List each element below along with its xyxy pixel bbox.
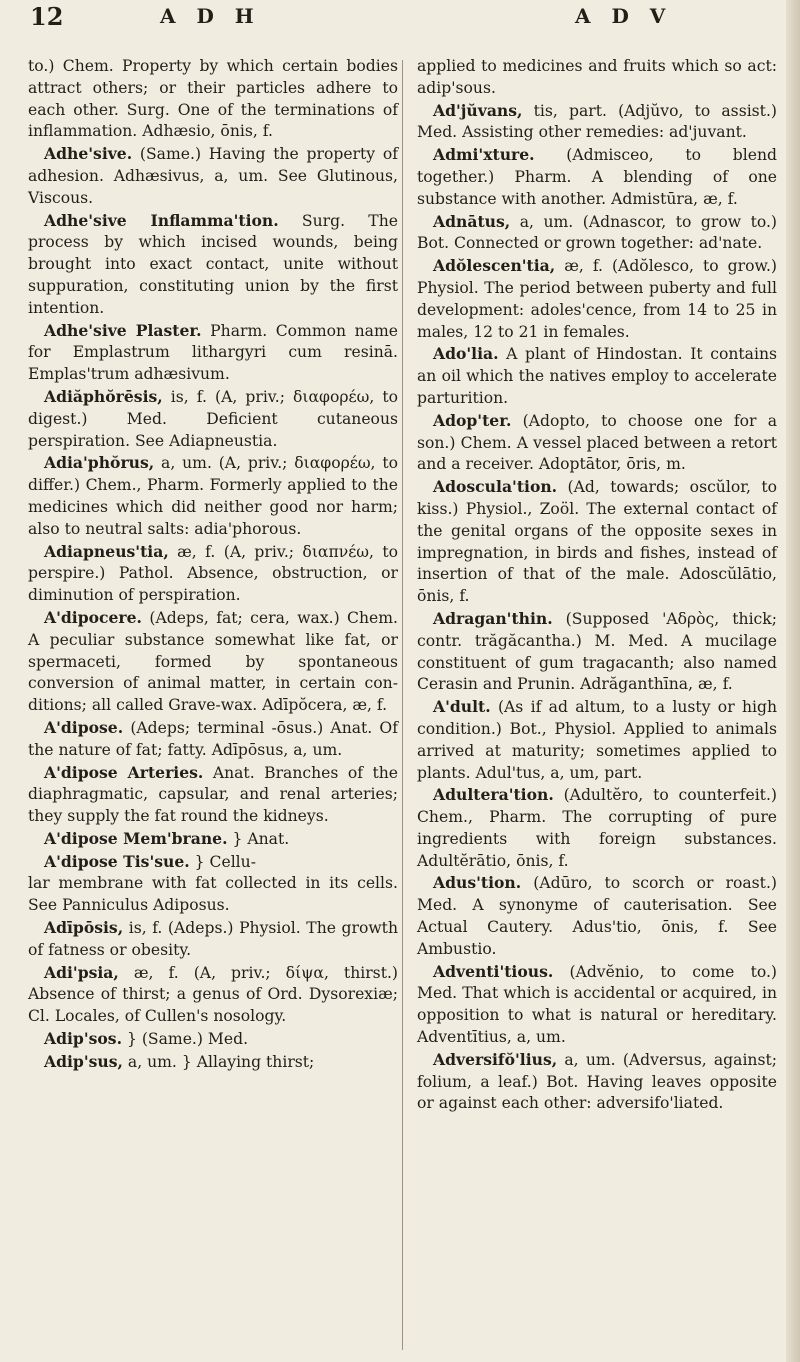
entry-adhesive-plaster xyxy=(28,320,398,386)
headword: Ado'lia. xyxy=(433,344,499,364)
entry-text: is, f. (Adeps.) Physiol. The growth of fatness or obesity. xyxy=(28,919,398,959)
entry-text: (Adeps, fat; cera, wax.) Chem. A peculiar substance somewhat like fat, or spermaceti, formed by spontaneous conversion of animal matter, in certain conditions; all called Grave-wax. Adīpŏcera, æ, f. xyxy=(28,608,398,715)
headword: A'dipose Mem'brane. xyxy=(44,828,228,848)
entry-text: æ, f. (A, priv.; διαπνέω, to perspire.) Pathol. Absence, obstruction, or diminution of perspiration. xyxy=(28,542,398,605)
entry-adipsos-adipsus xyxy=(28,1028,398,1074)
entry-text: (Admisceo, to blend together.) Pharm. A blending of one substance with another. Admistūra, æ, f. xyxy=(417,146,777,208)
headword: Adiapneus'tia, xyxy=(44,541,169,561)
entry-adipsia xyxy=(28,962,398,1028)
headword: Adhe'sive Inflamma'tion. xyxy=(44,210,279,230)
page-number: 12 xyxy=(30,2,64,31)
entry-adnatus xyxy=(417,211,777,256)
entry-adolia xyxy=(417,343,777,409)
headword: Admi'xture. xyxy=(433,145,535,165)
entry-adipocere xyxy=(28,607,398,717)
entry-adipose-arteries xyxy=(28,762,398,828)
entry-text: æ, f. (A, priv.; δίψα, thirst.) Absence of thirst; a genus of Ord. Dysorexiæ; Cl. Locales, of Cullen's nosology. xyxy=(28,963,398,1026)
entry-adhesive xyxy=(28,143,398,209)
entry-text: applied to medicines and fruits which so act: adip'sous. xyxy=(417,57,777,97)
headword: Adversifŏ'lius, xyxy=(433,1049,558,1069)
brace-line xyxy=(28,851,398,874)
entry-text: Surg. The process by which incised wounds, being brought into exact contact, unite without suppuration, constituting union by the first intention. xyxy=(28,211,398,317)
entry-text: (Adeps; terminal -ōsus.) Anat. Of the nature of fat; fatty. Adīpōsus, a, um. xyxy=(28,718,398,759)
brace-line xyxy=(28,1051,398,1074)
page-edge xyxy=(786,0,800,1362)
entry-adhesive-inflammation xyxy=(28,210,398,320)
brace-line xyxy=(28,828,398,851)
entry-text: Anat. Branches of the diaphragmatic, capsular, and renal arteries; they supply the fat round the kidneys. xyxy=(28,763,398,826)
headword: Adoscula'tion. xyxy=(433,477,558,497)
entry-adustion xyxy=(417,872,777,960)
entry-text: (Supposed 'Αδρὸς, thick; contr. trăgăcantha.) M. Med. A mucilage constituent of gum tragacanth; also named Cerasin and Prunin. Adrăganthīna, æ, f. xyxy=(417,609,777,694)
headword: A'dult. xyxy=(433,697,491,717)
entry-adosculation xyxy=(417,476,777,608)
headword: Adip'sus, xyxy=(44,1051,123,1071)
headword: Adia'phŏrus, xyxy=(44,453,155,473)
entry-text: (Adūro, to scorch or roast.) Med. A synonyme of cauterisation. See Actual Cautery. Adus'tio, ōnis, f. See Ambustio. xyxy=(417,874,777,958)
entry-text: lar membrane with fat collected in its cells. See Panniculus Adiposus. xyxy=(28,874,398,915)
entry-text: is, f. (A, priv.; διαφορέω, to digest.) Med. Deficient cutaneous perspiration. See Adiapneustia. xyxy=(28,387,398,450)
entry-text: (Adopto, to choose one for a son.) Chem. A vessel placed between a retort and a receiver. Adoptātor, ōris, m. xyxy=(417,411,777,474)
entry-text: A plant of Hindostan. It contains an oil which the natives employ to accelerate parturition. xyxy=(417,345,777,407)
right-column xyxy=(417,56,777,1115)
entry-continuation xyxy=(417,56,777,100)
headword: Adultera'tion. xyxy=(433,785,554,805)
entry-adiposis xyxy=(28,917,398,962)
entry-text: (Adultĕro, to counterfeit.) Chem., Pharm. The corrupting of pure ingredients with foreign substances. Adultĕrātio, ōnis, f. xyxy=(417,786,777,870)
entry-adversifolius xyxy=(417,1049,777,1115)
entry-adipose xyxy=(28,717,398,762)
entry-adventitious xyxy=(417,961,777,1049)
entry-text: (Same.) Having the property of adhesion. Adhæsivus, a, um. See Glutinous, Viscous. xyxy=(28,145,398,207)
headword: Adhe'sive Plaster. xyxy=(44,320,202,340)
entry-text: (Ad, towards; oscŭlor, to kiss.) Physiol., Zoöl. The external contact of the genital organs of the opposite sexes in impregnation, in birds and fishes, instead of insertion of that of the male. Adoscŭlātio, ōnis, f. xyxy=(417,478,777,606)
headword: Adragan'thin. xyxy=(433,608,553,628)
running-head-right: A D V xyxy=(575,4,673,28)
entry-adolescentia xyxy=(417,255,777,343)
entry-text: a, um. (Adversus, against; folium, a leaf.) Bot. Having leaves opposite or against each other: adversifo'liated. xyxy=(417,1050,777,1113)
brace-tag: } Cellu- xyxy=(194,852,256,871)
running-head-left: A D H xyxy=(160,4,261,28)
entry-adult xyxy=(417,696,777,784)
entry-admixture xyxy=(417,144,777,210)
brace-tag: } Anat. xyxy=(232,829,290,848)
entry-text: to.) Chem. Property by which certain bodies attract others; or their particles adhere to each other. Surg. One of the terminations of inflammation. Adhæsio, ōnis, f. xyxy=(28,57,398,141)
left-column xyxy=(28,56,398,1074)
headword: A'dipose. xyxy=(44,717,124,737)
entry-continuation xyxy=(28,56,398,143)
entry-continuation xyxy=(28,873,398,917)
entry-adiapneustia xyxy=(28,541,398,607)
brace-line xyxy=(28,1028,398,1051)
brace-tag: } (Same.) Med. xyxy=(126,1030,249,1049)
headword: Adiăphŏrēsis, xyxy=(44,386,163,406)
headword: A'dipose Tis'sue. xyxy=(44,851,190,871)
entry-text: Pharm. Common name for Emplastrum lithargyri cum resinā. Emplas'trum adhæsivum. xyxy=(28,321,398,384)
headword: Adnātus, xyxy=(433,211,511,231)
entry-adraganthin xyxy=(417,608,777,696)
entry-adiaphoresis xyxy=(28,386,398,452)
entry-text: a, um. (A, priv.; διαφορέω, to differ.) Chem., Pharm. Formerly applied to the medicines which did neither good nor harm; also to neutral salts: adia'phorous. xyxy=(28,454,398,538)
entry-text: (Advĕnio, to come to.) Med. That which is accidental or acquired, in opposition to what is natural or hereditary. Adventītius, a, um. xyxy=(417,962,777,1047)
column-divider xyxy=(402,60,403,1350)
entry-adjuvans xyxy=(417,100,777,145)
entry-adipose-membrane-tissue xyxy=(28,828,398,874)
entry-text: (As if ad altum, to a lusty or high condition.) Bot., Physiol. Applied to animals arrived at maturity; sometimes applied to plants. Adul'tus, a, um, part. xyxy=(417,698,777,782)
headword: Adus'tion. xyxy=(433,873,522,893)
entry-text: tis, part. (Adjŭvo, to assist.) Med. Assisting other remedies: ad'juvant. xyxy=(417,101,777,142)
headword: Ad'jŭvans, xyxy=(433,100,523,120)
entry-text: æ, f. (Adŏlesco, to grow.) Physiol. The period between puberty and full development: adoles'cence, from 14 to 25 in males, 12 to 21 in females. xyxy=(417,257,777,341)
entry-adopter xyxy=(417,410,777,476)
headword: Adīpōsis, xyxy=(44,918,124,938)
headword: A'dipocere. xyxy=(44,607,142,627)
brace-tag: a, um. } Allaying thirst; xyxy=(122,1052,315,1071)
entry-adiaphorus xyxy=(28,452,398,540)
headword: Adop'ter. xyxy=(433,410,512,430)
headword: Adventi'tious. xyxy=(433,961,554,981)
headword: Adŏlescen'tia, xyxy=(433,256,556,276)
headword: Adhe'sive. xyxy=(44,144,133,164)
entry-text: a, um. (Adnascor, to grow to.) Bot. Connected or grown together: ad'nate. xyxy=(417,212,777,253)
headword: Adi'psia, xyxy=(44,962,119,982)
headword: A'dipose Arteries. xyxy=(44,762,204,782)
entry-adulteration xyxy=(417,784,777,872)
headword: Adip'sos. xyxy=(44,1029,122,1049)
